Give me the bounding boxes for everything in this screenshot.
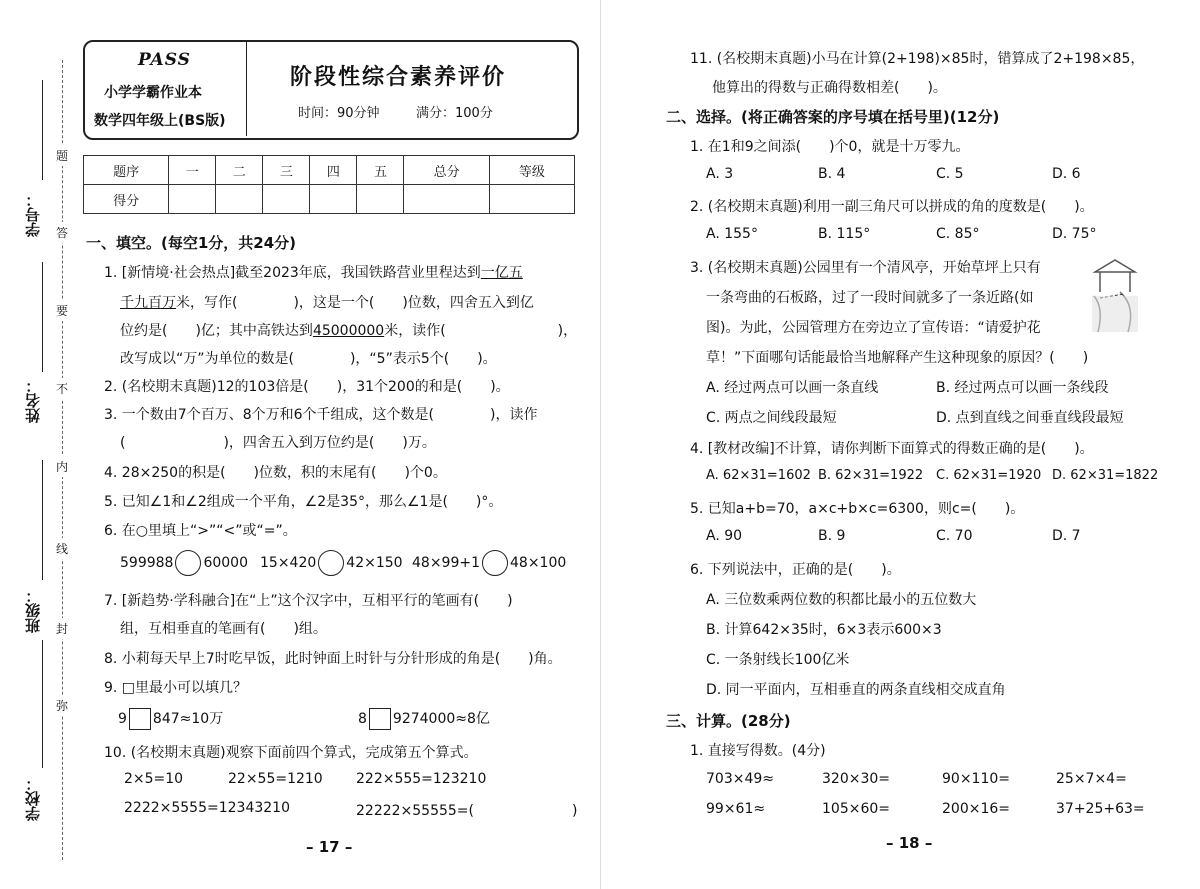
q6-right-value: 42×150 — [346, 555, 403, 571]
q1-text: 米，写作( )，这是一个( )位数，四舍五入到亿 — [176, 295, 534, 311]
option: C. 85° — [936, 226, 980, 242]
q9-rest: 847≈10万 — [152, 711, 224, 727]
school-label: 学校： — [24, 776, 42, 821]
calc-item: 99×61≈ — [706, 801, 766, 817]
question-10: 10. (名校期末真题)观察下面前四个算式，完成第五个算式。 — [104, 745, 478, 761]
option: B. 9 — [818, 528, 846, 544]
q9-digit: 9 — [118, 711, 127, 727]
name-line — [42, 262, 43, 372]
choice-3-line-3: 图)。为此，公园管理方在旁边立了宣传语：“请爱护花 — [706, 320, 1041, 336]
score-entry-cell[interactable] — [263, 185, 310, 214]
option: D. 75° — [1052, 226, 1097, 242]
calc-item: 703×49≈ — [706, 771, 774, 787]
page-title: 阶段性综合素养评价 — [290, 64, 507, 90]
q6-left-value: 48×99+1 — [412, 555, 480, 571]
student-id-label: 学号： — [24, 192, 42, 237]
q1-underlined: 千九百万 — [120, 295, 176, 311]
seal-char: 不 — [56, 378, 68, 399]
table-cell: 二 — [216, 156, 263, 185]
option: D. 点到直线之间垂直线段最短 — [936, 410, 1124, 426]
option: A. 经过两点可以画一条直线 — [706, 380, 879, 396]
answer-box[interactable] — [129, 708, 151, 730]
question-11-line-1: 11. (名校期末真题)小马在计算(2+198)×85时，错算成了2+198×85， — [690, 51, 1145, 67]
table-row — [84, 185, 575, 214]
question-3-line-2: ( )，四舍五入到万位约是( )万。 — [120, 435, 436, 451]
q6-right-value: 48×100 — [510, 555, 567, 571]
q6-left-value: 15×420 — [260, 555, 317, 571]
seal-char: 线 — [56, 538, 68, 559]
name-label: 姓名： — [24, 378, 42, 423]
q6-left-value: 599988 — [120, 555, 174, 571]
choice-5: 5. 已知a+b=70，a×c+b×c=6300，则c=( )。 — [690, 501, 1025, 517]
option: D. 7 — [1052, 528, 1081, 544]
header-divider — [246, 40, 247, 136]
pavilion-path-figure — [1090, 258, 1140, 334]
calc-item: 105×60= — [822, 801, 890, 817]
table-cell: 一 — [169, 156, 216, 185]
option: B. 62×31=1922 — [818, 468, 924, 483]
page-number-right: – 18 – — [886, 834, 933, 852]
option: C. 两点之间线段最短 — [706, 410, 837, 426]
q10-eq: 2×5=10 — [124, 771, 184, 787]
time-limit: 时间：90分钟 — [298, 106, 380, 121]
table-cell: 五 — [357, 156, 404, 185]
q6-right-value: 60000 — [203, 555, 248, 571]
question-1-line-1 — [104, 262, 523, 282]
option: D. 62×31=1822 — [1052, 468, 1159, 483]
table-cell: 三 — [263, 156, 310, 185]
table-cell: 四 — [310, 156, 357, 185]
option: C. 5 — [936, 166, 964, 182]
option: B. 经过两点可以画一条线段 — [936, 380, 1109, 396]
school-line — [42, 640, 43, 768]
score-entry-cell[interactable] — [489, 185, 574, 214]
section-fill-in: 一、填空。(每空1分，共24分) — [86, 234, 297, 252]
seal-char: 要 — [56, 300, 68, 321]
page-gutter — [600, 0, 601, 889]
calc-1: 1. 直接写得数。(4分) — [690, 743, 826, 759]
score-entry-cell[interactable] — [169, 185, 216, 214]
calc-item: 25×7×4= — [1056, 771, 1127, 787]
q10-eq: 2222×5555=12343210 — [124, 800, 290, 816]
q9-item-b — [358, 708, 490, 730]
q1-text: 1. [新情境·社会热点]截至2023年底，我国铁路营业里程达到 — [104, 265, 481, 281]
grade-label: 数学四年级上(BS版) — [94, 113, 226, 129]
page-number-left: – 17 – — [306, 838, 353, 856]
option: B. 计算642×35时，6×3表示600×3 — [706, 622, 942, 638]
table-row — [84, 156, 575, 185]
q1-underlined: 一亿五 — [480, 265, 523, 281]
q6-comparison-3 — [412, 550, 566, 576]
question-5: 5. 已知∠1和∠2组成一个平角，∠2是35°，那么∠1是( )°。 — [104, 494, 503, 510]
score-entry-cell[interactable] — [216, 185, 263, 214]
question-8: 8. 小莉每天早上7时吃早饭，此时钟面上时针与分针形成的角是( )角。 — [104, 651, 562, 667]
q6-comparison-1 — [120, 550, 248, 576]
q1-text: 米，读作( )， — [384, 323, 578, 339]
q10-eq: 22222×55555=( ) — [356, 803, 578, 819]
option: A. 3 — [706, 166, 734, 182]
option: B. 4 — [818, 166, 846, 182]
q9-item-a — [118, 708, 223, 730]
pass-logo: PASS — [138, 50, 191, 70]
option: D. 同一平面内，互相垂直的两条直线相交成直角 — [706, 682, 1006, 698]
score-entry-cell[interactable] — [357, 185, 404, 214]
table-cell: 得分 — [84, 185, 169, 214]
table-cell: 总分 — [404, 156, 489, 185]
full-score: 满分：100分 — [416, 106, 493, 121]
compare-circle[interactable] — [482, 550, 508, 576]
choice-1: 1. 在1和9之间添( )个0，就是十万零九。 — [690, 139, 970, 155]
option: B. 115° — [818, 226, 871, 242]
option: C. 62×31=1920 — [936, 468, 1042, 483]
question-6: 6. 在○里填上“>”“<”或“=”。 — [104, 523, 297, 539]
question-1-line-3 — [120, 320, 577, 340]
question-2: 2. (名校期末真题)12的103倍是( )，31个200的和是( )。 — [104, 379, 510, 395]
choice-3-line-1: 3. (名校期末真题)公园里有一个清风亭，开始草坪上只有 — [690, 260, 1041, 276]
q10-eq: 222×555=123210 — [356, 771, 487, 787]
score-entry-cell[interactable] — [310, 185, 357, 214]
q1-text: 位约是( )亿；其中高铁达到 — [120, 323, 313, 339]
question-1-line-4: 改写成以“万”为单位的数是( )，“5”表示5个( )。 — [120, 351, 497, 367]
choice-3-line-2: 一条弯曲的石板路，过了一段时间就多了一条近路(如 — [706, 290, 1034, 306]
class-label: 班级： — [24, 588, 42, 633]
question-11-line-2: 他算出的得数与正确得数相差( )。 — [712, 80, 947, 96]
choice-2: 2. (名校期末真题)利用一副三角尺可以拼成的角的度数是( )。 — [690, 199, 1094, 215]
q9-digit: 8 — [358, 711, 367, 727]
compare-circle[interactable] — [175, 550, 201, 576]
choice-3-line-4: 草！”下面哪句话能最恰当地解释产生这种现象的原因？( ) — [706, 350, 1089, 366]
table-cell: 等级 — [489, 156, 574, 185]
section-calculation: 三、计算。(28分) — [666, 712, 791, 730]
option: A. 90 — [706, 528, 743, 544]
question-7-line-1: 7. [新趋势·学科融合]在“上”这个汉字中，互相平行的笔画有( ) — [104, 593, 513, 609]
answer-box[interactable] — [369, 708, 391, 730]
choice-6: 6. 下列说法中，正确的是( )。 — [690, 562, 901, 578]
question-3-line-1: 3. 一个数由7个百万、8个万和6个千组成，这个数是( )，读作 — [104, 407, 538, 423]
seal-char: 题 — [56, 145, 68, 166]
student-id-line — [42, 80, 43, 180]
choice-4: 4. [教材改编]不计算，请你判断下面算式的得数正确的是( )。 — [690, 441, 1094, 457]
section-choice: 二、选择。(将正确答案的序号填在括号里)(12分) — [666, 108, 1000, 126]
seal-char: 弥 — [56, 695, 68, 716]
question-1-line-2 — [120, 292, 534, 312]
option: C. 一条射线长100亿米 — [706, 652, 850, 668]
option: C. 70 — [936, 528, 973, 544]
table-cell: 题序 — [84, 156, 169, 185]
score-entry-cell[interactable] — [404, 185, 489, 214]
option: A. 三位数乘两位数的积都比最小的五位数大 — [706, 592, 977, 608]
calc-item: 37+25+63= — [1056, 801, 1145, 817]
question-4: 4. 28×250的积是( )位数，积的末尾有( )个0。 — [104, 465, 447, 481]
question-7-line-2: 组，互相垂直的笔画有( )组。 — [120, 621, 327, 637]
option: A. 155° — [706, 226, 758, 242]
calc-item: 200×16= — [942, 801, 1010, 817]
q10-eq: 22×55=1210 — [228, 771, 323, 787]
seal-char: 封 — [56, 618, 68, 639]
q6-comparison-2 — [260, 550, 403, 576]
series-name: 小学学霸作业本 — [104, 85, 202, 101]
q9-rest: 9274000≈8亿 — [392, 711, 490, 727]
option: A. 62×31=1602 — [706, 468, 811, 483]
seal-char: 答 — [56, 222, 68, 243]
q1-underlined: 45000000 — [312, 323, 385, 339]
calc-item: 90×110= — [942, 771, 1010, 787]
class-line — [42, 460, 43, 580]
question-9: 9. □里最小可以填几？ — [104, 680, 248, 696]
score-table — [83, 155, 575, 214]
seal-char: 内 — [56, 456, 68, 477]
option: D. 6 — [1052, 166, 1081, 182]
calc-item: 320×30= — [822, 771, 890, 787]
compare-circle[interactable] — [318, 550, 344, 576]
